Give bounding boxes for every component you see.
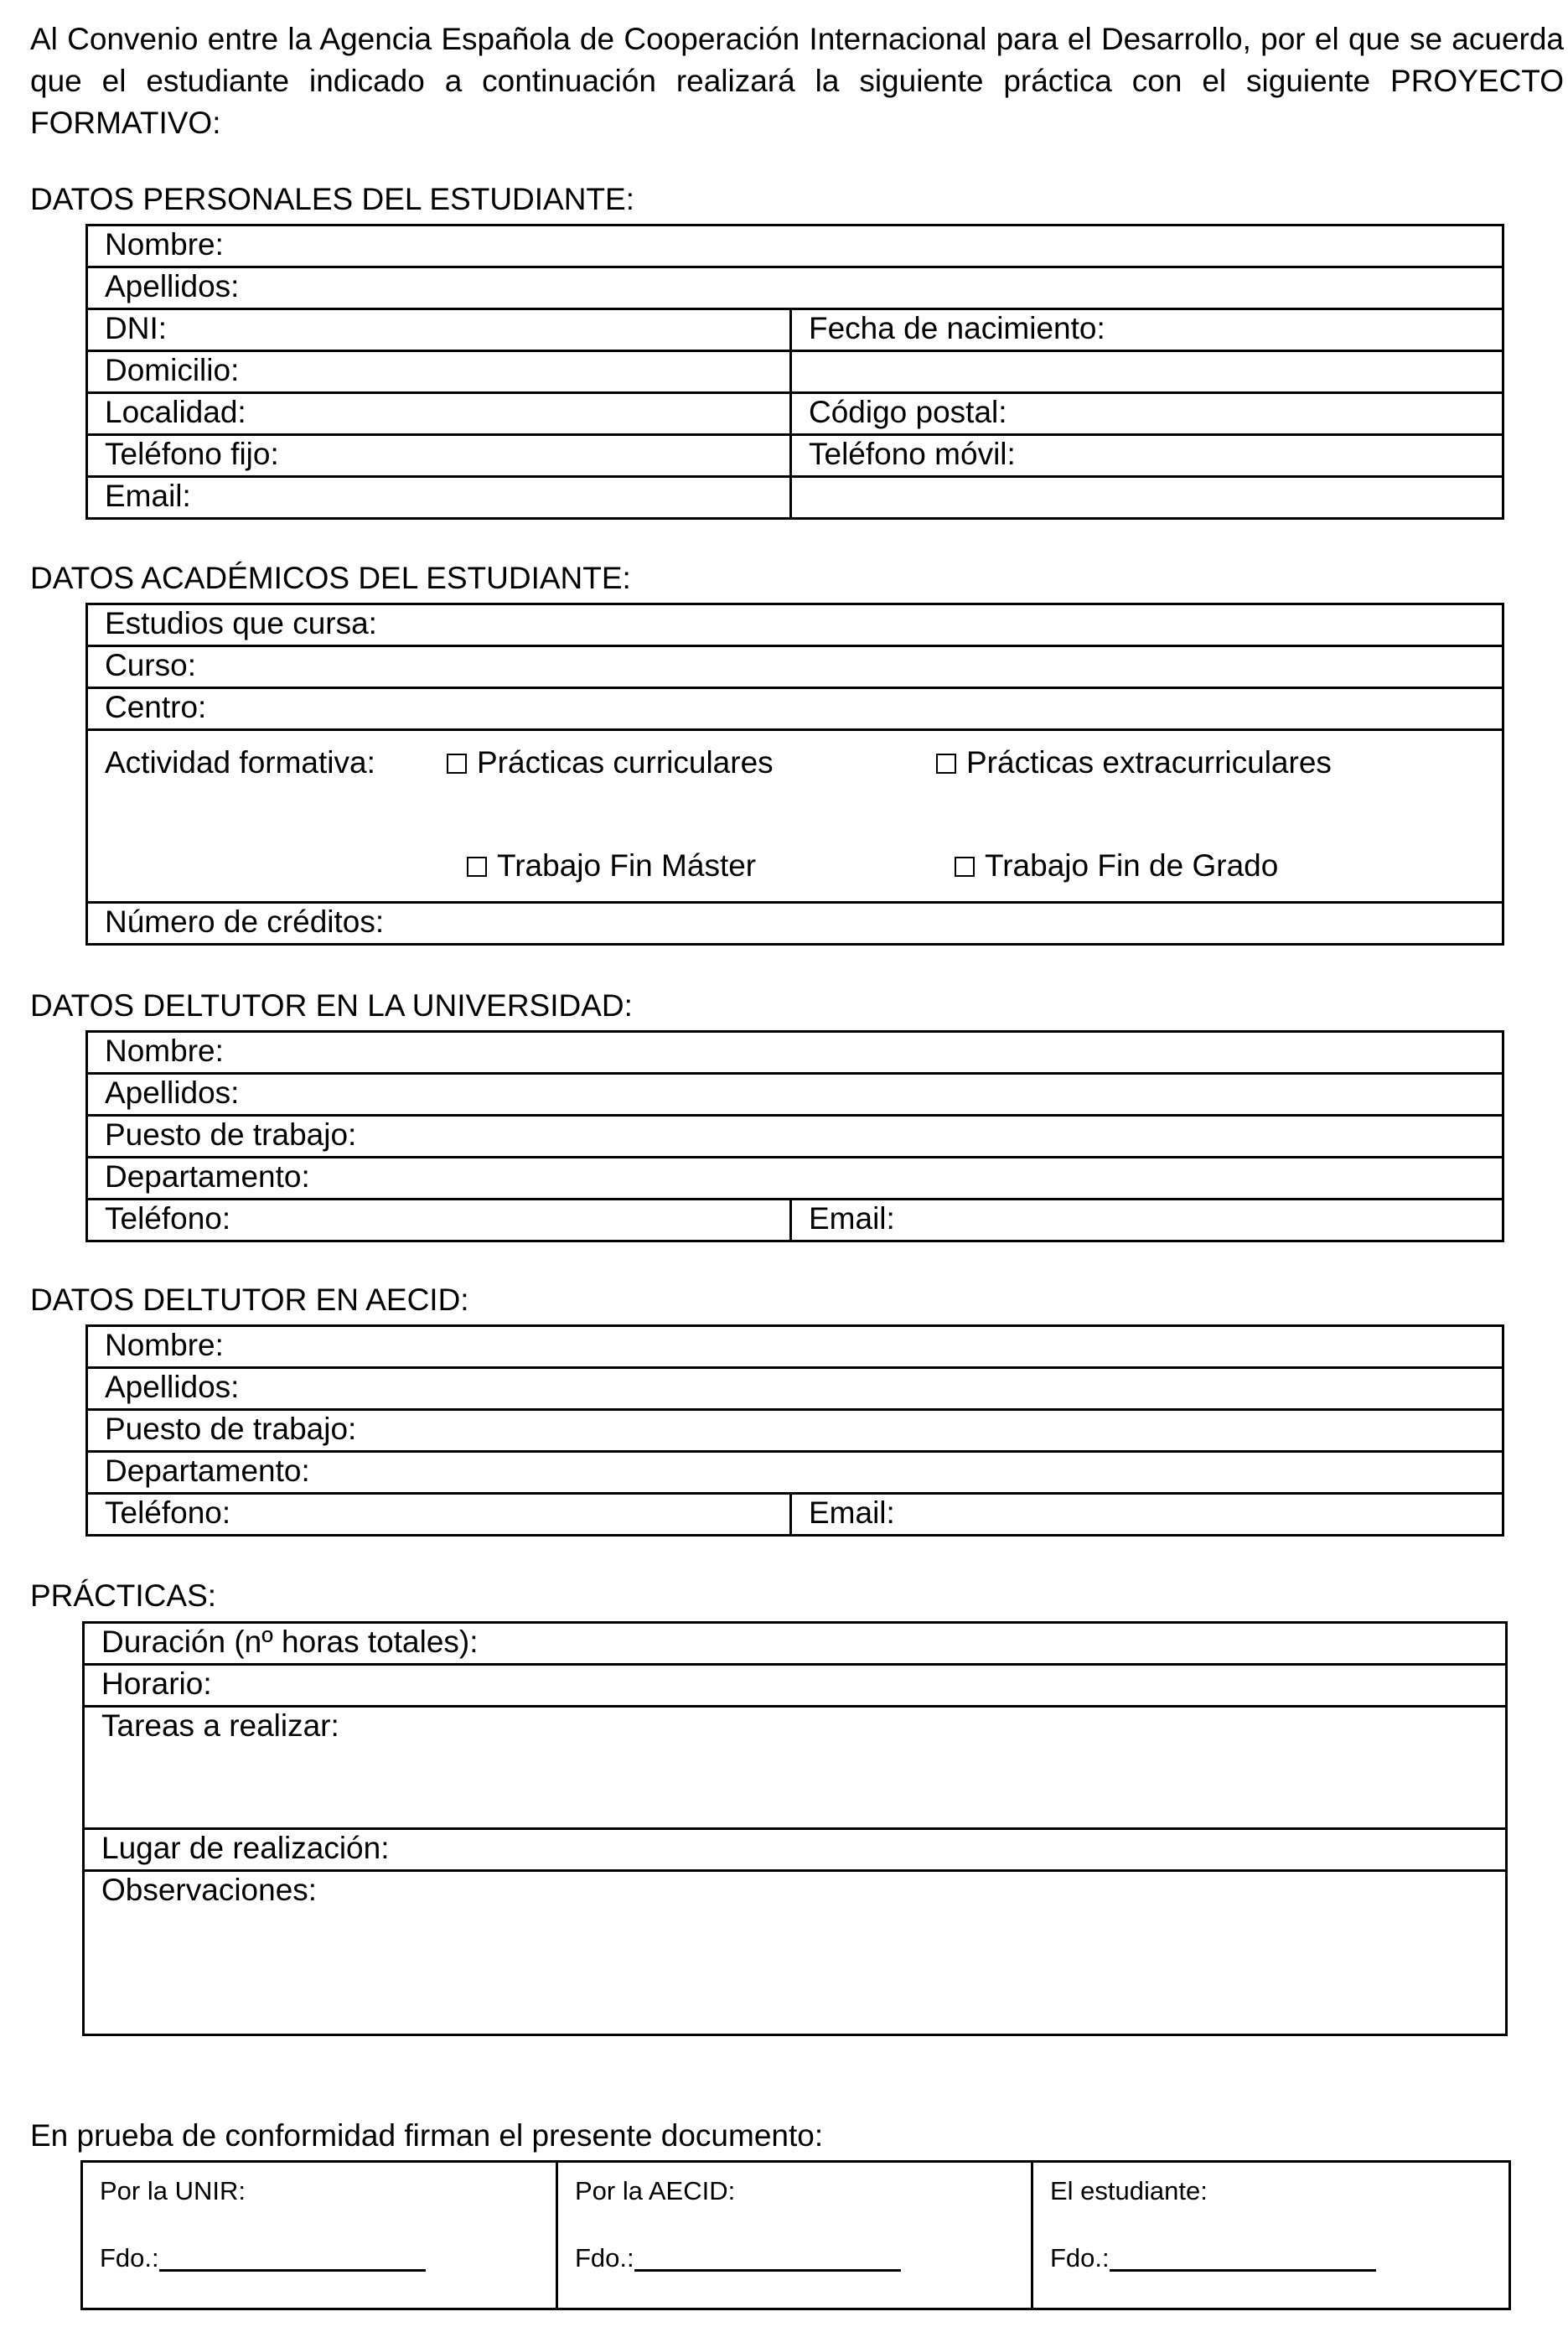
fecha-nacimiento-field[interactable]: Fecha de nacimiento: xyxy=(791,309,1503,351)
table-row xyxy=(87,477,1503,519)
checkbox-icon[interactable] xyxy=(467,857,487,877)
tutor-email-field[interactable]: Email: xyxy=(791,1200,1503,1241)
email-field[interactable]: Email: xyxy=(87,477,791,519)
table-row xyxy=(82,2162,1510,2309)
table-row xyxy=(87,1326,1503,1368)
table-row xyxy=(84,1665,1507,1707)
signature-estudiante-cell[interactable] xyxy=(1032,2162,1510,2309)
dni-field[interactable]: DNI: xyxy=(87,309,791,351)
observaciones-field[interactable]: Observaciones: xyxy=(84,1871,1507,2035)
table-row xyxy=(87,1032,1503,1074)
aecid-nombre-field[interactable]: Nombre: xyxy=(87,1326,1503,1368)
table-row xyxy=(84,1829,1507,1871)
table-row xyxy=(87,1452,1503,1494)
table-row xyxy=(87,309,1503,351)
fdo-label: Fdo.: xyxy=(100,2243,159,2273)
table-row xyxy=(87,1410,1503,1452)
tareas-field[interactable]: Tareas a realizar: xyxy=(84,1707,1507,1829)
actividad-formativa-cell xyxy=(87,730,1503,903)
nombre-field[interactable]: Nombre: xyxy=(87,225,1503,267)
fdo-label: Fdo.: xyxy=(1050,2243,1110,2273)
tutor-aecid-table xyxy=(85,1324,1504,1537)
table-row xyxy=(87,1494,1503,1536)
tutor-telefono-field[interactable]: Teléfono: xyxy=(87,1200,791,1241)
option-label: Prácticas curriculares xyxy=(477,745,774,780)
table-row xyxy=(87,1074,1503,1116)
signature-aecid-cell[interactable] xyxy=(557,2162,1032,2309)
signature-line[interactable] xyxy=(634,2242,901,2272)
practicas-table xyxy=(82,1621,1508,2036)
table-row xyxy=(87,435,1503,477)
aecid-apellidos-field[interactable]: Apellidos: xyxy=(87,1368,1503,1410)
aecid-telefono-field[interactable]: Teléfono: xyxy=(87,1494,791,1536)
domicilio-field[interactable]: Domicilio: xyxy=(87,351,791,393)
actividad-formativa-label: Actividad formativa: xyxy=(105,745,375,780)
table-row xyxy=(84,1707,1507,1829)
option-trabajo-fin-master[interactable] xyxy=(467,847,756,884)
telefono-fijo-field[interactable]: Teléfono fijo: xyxy=(87,435,791,477)
option-practicas-extracurriculares[interactable] xyxy=(936,744,1332,781)
tutor-apellidos-field[interactable]: Apellidos: xyxy=(87,1074,1503,1116)
apellidos-field[interactable]: Apellidos: xyxy=(87,267,1503,309)
creditos-field[interactable]: Número de créditos: xyxy=(87,903,1503,945)
table-row xyxy=(87,351,1503,393)
intro-paragraph: Al Convenio entre la Agencia Española de Cooperación Internacional para el Desarrollo, por el que se acuerda que el estudiante indicado a continuación realizará la siguiente práctica con el siguiente PROYECTO FORMATIVO: xyxy=(30,22,1564,140)
practicas-heading: PRÁCTICAS: xyxy=(30,1578,217,1613)
table-row xyxy=(84,1871,1507,2035)
table-row xyxy=(87,225,1503,267)
curso-field[interactable]: Curso: xyxy=(87,646,1503,688)
table-row xyxy=(87,1200,1503,1241)
tutor-nombre-field[interactable]: Nombre: xyxy=(87,1032,1503,1074)
signature-unir-cell[interactable] xyxy=(82,2162,557,2309)
table-row xyxy=(84,1623,1507,1665)
signature-label: El estudiante: xyxy=(1050,2176,1208,2205)
academic-data-heading: DATOS ACADÉMICOS DEL ESTUDIANTE: xyxy=(30,561,631,595)
signature-label: Por la AECID: xyxy=(575,2176,736,2205)
option-label: Prácticas extracurriculares xyxy=(966,745,1332,780)
fdo-label: Fdo.: xyxy=(575,2243,634,2273)
table-row xyxy=(87,604,1503,646)
empty-cell[interactable] xyxy=(791,477,1503,519)
signature-line[interactable] xyxy=(159,2242,426,2272)
signature-line[interactable] xyxy=(1110,2242,1376,2272)
tutor-aecid-heading: DATOS DELTUTOR EN AECID: xyxy=(30,1283,469,1317)
horario-field[interactable]: Horario: xyxy=(84,1665,1507,1707)
option-label: Trabajo Fin de Grado xyxy=(985,848,1279,883)
aecid-puesto-field[interactable]: Puesto de trabajo: xyxy=(87,1410,1503,1452)
signature-fdo xyxy=(1050,2240,1376,2277)
telefono-movil-field[interactable]: Teléfono móvil: xyxy=(791,435,1503,477)
signature-label: Por la UNIR: xyxy=(100,2176,246,2205)
aecid-departamento-field[interactable]: Departamento: xyxy=(87,1452,1503,1494)
estudios-field[interactable]: Estudios que cursa: xyxy=(87,604,1503,646)
table-row xyxy=(87,1116,1503,1158)
table-row xyxy=(87,1158,1503,1200)
firmas-heading: En prueba de conformidad firman el presente documento: xyxy=(30,2118,824,2153)
option-trabajo-fin-grado[interactable] xyxy=(955,847,1278,884)
table-row xyxy=(87,393,1503,435)
personal-data-heading: DATOS PERSONALES DEL ESTUDIANTE: xyxy=(30,182,634,216)
duracion-field[interactable]: Duración (nº horas totales): xyxy=(84,1623,1507,1665)
signature-fdo xyxy=(100,2240,426,2277)
checkbox-icon[interactable] xyxy=(447,754,467,774)
table-row xyxy=(87,903,1503,945)
table-row xyxy=(87,646,1503,688)
table-row xyxy=(87,1368,1503,1410)
table-row xyxy=(87,688,1503,730)
table-row xyxy=(87,730,1503,903)
academic-data-table xyxy=(85,603,1504,946)
empty-cell[interactable] xyxy=(791,351,1503,393)
centro-field[interactable]: Centro: xyxy=(87,688,1503,730)
option-label: Trabajo Fin Máster xyxy=(497,848,757,883)
tutor-departamento-field[interactable]: Departamento: xyxy=(87,1158,1503,1200)
tutor-universidad-table xyxy=(85,1030,1504,1242)
lugar-field[interactable]: Lugar de realización: xyxy=(84,1829,1507,1871)
signature-fdo xyxy=(575,2240,901,2277)
personal-data-table xyxy=(85,224,1504,520)
option-practicas-curriculares[interactable] xyxy=(447,744,774,781)
checkbox-icon[interactable] xyxy=(936,754,956,774)
table-row xyxy=(87,267,1503,309)
tutor-universidad-heading: DATOS DELTUTOR EN LA UNIVERSIDAD: xyxy=(30,988,633,1023)
codigo-postal-field[interactable]: Código postal: xyxy=(791,393,1503,435)
tutor-puesto-field[interactable]: Puesto de trabajo: xyxy=(87,1116,1503,1158)
signature-table xyxy=(80,2160,1511,2310)
checkbox-icon[interactable] xyxy=(955,857,975,877)
aecid-email-field[interactable]: Email: xyxy=(791,1494,1503,1536)
localidad-field[interactable]: Localidad: xyxy=(87,393,791,435)
